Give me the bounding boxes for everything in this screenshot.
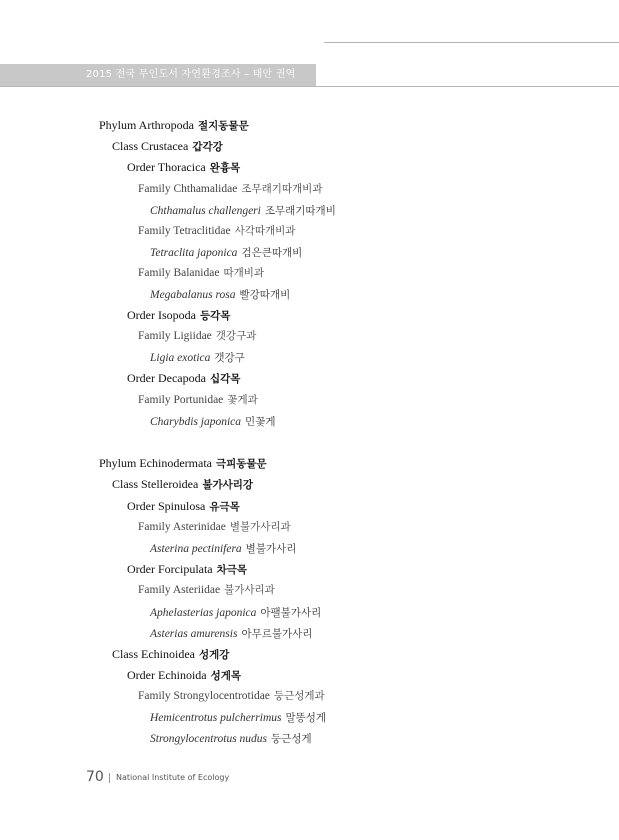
scientific-name: Order Forcipulata bbox=[127, 562, 213, 576]
scientific-name: Ligia exotica bbox=[150, 352, 211, 364]
korean-name: 성게목 bbox=[210, 670, 242, 682]
taxon-order-row bbox=[127, 560, 247, 578]
footer-institution: National Institute of Ecology bbox=[116, 773, 230, 782]
scientific-name: Family Chthamalidae bbox=[138, 183, 238, 195]
taxon-family-row bbox=[138, 264, 264, 282]
scientific-name: Class Crustacea bbox=[112, 139, 189, 153]
scientific-name: Class Echinoidea bbox=[112, 647, 195, 661]
korean-name: 따개비과 bbox=[223, 267, 265, 279]
running-header-title: 2015 전국 무인도서 자연환경조사 – 태안 권역 bbox=[86, 69, 296, 80]
korean-name: 아무르불가사리 bbox=[241, 628, 313, 640]
taxon-phylum-row bbox=[99, 454, 267, 472]
running-header bbox=[0, 64, 619, 87]
taxon-family-row bbox=[138, 327, 256, 345]
korean-name: 유극목 bbox=[209, 501, 240, 513]
scientific-name: Family Asteriidae bbox=[138, 584, 221, 596]
korean-name: 둥근성게과 bbox=[273, 690, 325, 702]
korean-name: 십각목 bbox=[209, 373, 241, 385]
korean-name: 말똥성게 bbox=[285, 712, 327, 724]
korean-name: 꽃게과 bbox=[227, 394, 258, 406]
scientific-name: Strongylocentrotus nudus bbox=[150, 733, 268, 745]
scientific-name: Class Stelleroidea bbox=[112, 477, 199, 491]
taxon-order-row bbox=[127, 306, 230, 324]
scientific-name: Order Echinoida bbox=[127, 668, 207, 682]
scientific-name: Charybdis japonica bbox=[150, 416, 242, 428]
taxon-order-row bbox=[127, 497, 240, 515]
scientific-name: Order Isopoda bbox=[127, 308, 196, 322]
taxon-species-row bbox=[150, 708, 326, 726]
taxon-family-row bbox=[138, 222, 295, 240]
taxon-order-row bbox=[127, 666, 241, 684]
taxon-order-row bbox=[127, 369, 240, 387]
scientific-name: Chthamalus challengeri bbox=[150, 205, 261, 217]
korean-name: 조무래기따개비 bbox=[264, 205, 336, 217]
korean-name: 사각따개비과 bbox=[234, 225, 296, 237]
korean-name: 갑각강 bbox=[192, 141, 223, 153]
taxon-species-row bbox=[150, 412, 275, 430]
korean-name: 아팰불가사리 bbox=[260, 607, 322, 619]
footer-separator bbox=[109, 773, 110, 783]
korean-name: 민꽃게 bbox=[245, 416, 276, 428]
korean-name: 등각목 bbox=[199, 310, 231, 322]
taxon-class-row bbox=[112, 137, 223, 155]
korean-name: 별불가사리과 bbox=[229, 521, 291, 533]
korean-name: 불가사리강 bbox=[202, 479, 254, 491]
scientific-name: Tetraclita japonica bbox=[150, 247, 238, 259]
korean-name: 갯강구 bbox=[214, 352, 245, 364]
korean-name: 갯강구과 bbox=[215, 330, 257, 342]
taxon-family-row bbox=[138, 687, 325, 705]
taxon-family-row bbox=[138, 581, 275, 599]
korean-name: 조무래기따개비과 bbox=[241, 183, 323, 195]
korean-name: 극피동물문 bbox=[215, 458, 267, 470]
taxon-species-row bbox=[150, 243, 302, 261]
taxon-phylum-row bbox=[99, 116, 249, 134]
scientific-name: Order Spinulosa bbox=[127, 499, 206, 513]
scientific-name: Asterias amurensis bbox=[150, 628, 238, 640]
taxon-species-row bbox=[150, 729, 312, 747]
korean-name: 차극목 bbox=[216, 564, 248, 576]
taxon-order-row bbox=[127, 158, 240, 176]
top-rule bbox=[324, 42, 619, 43]
scientific-name: Asterina pectinifera bbox=[150, 543, 242, 555]
scientific-name: Family Balanidae bbox=[138, 267, 220, 279]
taxon-class-row bbox=[112, 645, 229, 663]
korean-name: 둥근성게 bbox=[271, 733, 312, 745]
korean-name: 빨강따개비 bbox=[239, 289, 291, 301]
scientific-name: Order Decapoda bbox=[127, 371, 206, 385]
korean-name: 완흉목 bbox=[209, 162, 241, 174]
taxon-species-row bbox=[150, 201, 336, 219]
korean-name: 불가사리과 bbox=[224, 584, 275, 596]
scientific-name: Family Asterinidae bbox=[138, 521, 226, 533]
taxon-species-row bbox=[150, 348, 245, 366]
scientific-name: Family Ligiidae bbox=[138, 330, 212, 342]
scientific-name: Family Portunidae bbox=[138, 394, 224, 406]
page-number: 70 bbox=[86, 769, 104, 785]
taxon-family-row bbox=[138, 518, 291, 536]
taxon-family-row bbox=[138, 391, 258, 409]
scientific-name: Phylum Echinodermata bbox=[99, 456, 212, 470]
scientific-name: Family Strongylocentrotidae bbox=[138, 690, 270, 702]
scientific-name: Aphelasterias japonica bbox=[150, 607, 257, 619]
scientific-name: Family Tetraclitidae bbox=[138, 225, 231, 237]
scientific-name: Phylum Arthropoda bbox=[99, 118, 194, 132]
taxon-species-row bbox=[150, 603, 321, 621]
taxon-species-row bbox=[150, 539, 296, 557]
taxon-family-row bbox=[138, 180, 322, 198]
korean-name: 성게강 bbox=[198, 649, 230, 661]
taxon-species-row bbox=[150, 624, 312, 642]
taxon-class-row bbox=[112, 475, 253, 493]
korean-name: 검은큰따개비 bbox=[241, 247, 303, 259]
taxon-species-row bbox=[150, 285, 290, 303]
korean-name: 별불가사리 bbox=[245, 543, 297, 555]
scientific-name: Hemicentrotus pulcherrimus bbox=[150, 712, 282, 724]
scientific-name: Megabalanus rosa bbox=[150, 289, 236, 301]
scientific-name: Order Thoracica bbox=[127, 160, 206, 174]
korean-name: 절지동물문 bbox=[198, 120, 249, 132]
